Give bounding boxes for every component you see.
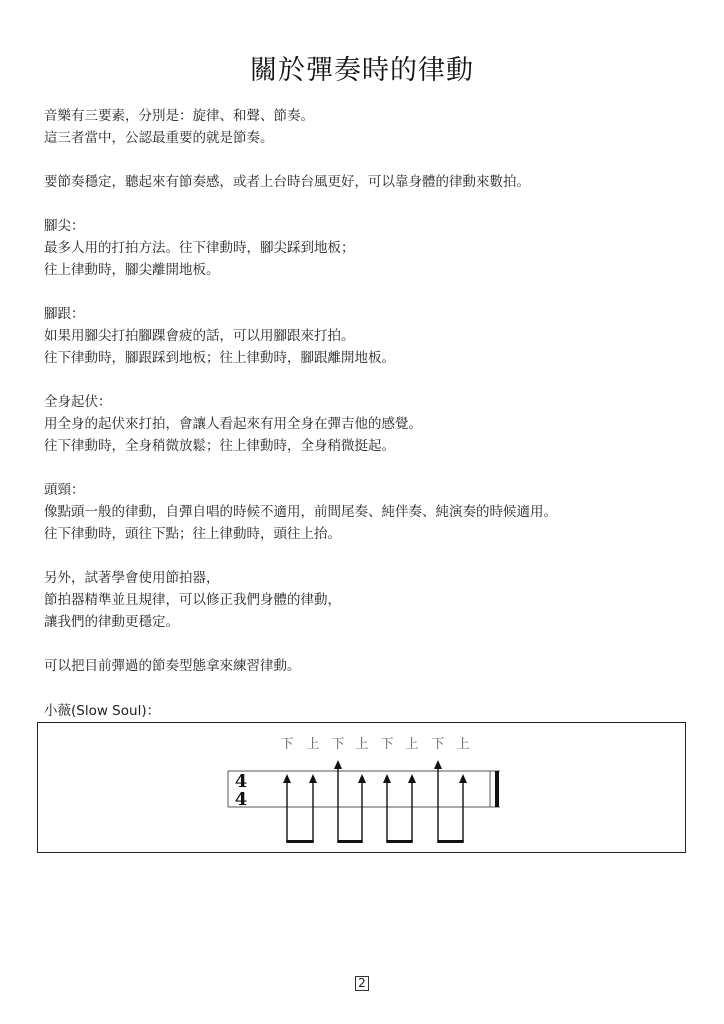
- text-line: 要節奏穩定，聽起來有節奏感，或者上台時台風更好，可以靠身體的律動來數拍。: [44, 174, 530, 190]
- paragraph: [44, 215, 694, 281]
- time-signature-top: 4: [234, 771, 248, 792]
- paragraph: [44, 479, 694, 545]
- page-number-container: [0, 976, 724, 991]
- page-title: 關於彈奏時的律動: [250, 55, 474, 86]
- final-barline-thick: [495, 771, 499, 807]
- eighth-note-beam: [286, 840, 313, 843]
- paragraph: [44, 303, 694, 369]
- rhythm-notation: [38, 723, 685, 852]
- accent-strum-arrowhead: [434, 760, 442, 769]
- text-line: 音樂有三要素，分別是：旋律、和聲、節奏。: [44, 108, 314, 124]
- strum-arrowhead: [283, 774, 291, 783]
- strum-arrowhead: [408, 774, 416, 783]
- text-line: 讓我們的律動更穩定。: [44, 614, 179, 630]
- text-line: 可以把目前彈過的節奏型態拿來練習律動。: [44, 658, 301, 674]
- rhythm-pattern-box: [37, 722, 686, 853]
- accent-strum-arrowhead: [334, 760, 342, 769]
- text-line: 往下律動時，腳跟踩到地板；往上律動時，腳跟離開地板。: [44, 350, 395, 366]
- strum-label: 上: [355, 737, 369, 752]
- strum-label: 上: [456, 737, 470, 752]
- paragraph: [44, 567, 694, 633]
- text-line: 如果用腳尖打拍腳踝會疲的話，可以用腳跟來打拍。: [44, 328, 355, 344]
- time-signature-bottom: 4: [234, 789, 248, 810]
- strum-label: 下: [280, 737, 294, 752]
- paragraph-gap: [44, 369, 694, 391]
- example-label: 小薇(Slow Soul)：: [44, 703, 161, 719]
- eighth-note-beam: [386, 840, 412, 843]
- text-line: 腳尖：: [44, 218, 85, 234]
- strum-arrowhead: [309, 774, 317, 783]
- strum-arrowhead: [383, 774, 391, 783]
- strum-label: 下: [380, 737, 394, 752]
- paragraph: [44, 105, 694, 149]
- paragraph-gap: [44, 457, 694, 479]
- paragraph: [44, 171, 694, 193]
- text-line: 往下律動時，全身稍微放鬆；往上律動時，全身稍微挺起。: [44, 438, 395, 454]
- strum-arrowhead: [459, 774, 467, 783]
- strum-label: 下: [431, 737, 445, 752]
- text-line: 頭頸：: [44, 482, 85, 498]
- paragraph-gap: [44, 545, 694, 567]
- page-number: 2: [355, 976, 369, 991]
- text-line: 用全身的起伏來打拍，會讓人看起來有用全身在彈吉他的感覺。: [44, 416, 422, 432]
- eighth-note-beam: [437, 840, 463, 843]
- strum-label: 下: [331, 737, 345, 752]
- text-line: 這三者當中，公認最重要的就是節奏。: [44, 130, 274, 146]
- strum-label: 上: [306, 737, 320, 752]
- strum-arrowhead: [358, 774, 366, 783]
- text-line: 節拍器精準並且規律，可以修正我們身體的律動，: [44, 592, 341, 608]
- body-text: [44, 105, 694, 677]
- paragraph: [44, 655, 694, 677]
- eighth-note-beam: [337, 840, 362, 843]
- text-line: 往下律動時，頭往下點；往上律動時，頭往上抬。: [44, 526, 341, 542]
- paragraph-gap: [44, 149, 694, 171]
- text-line: 另外，試著學會使用節拍器，: [44, 570, 220, 586]
- text-line: 全身起伏：: [44, 394, 112, 410]
- paragraph-gap: [44, 281, 694, 303]
- paragraph: [44, 391, 694, 457]
- text-line: 往上律動時，腳尖離開地板。: [44, 262, 220, 278]
- paragraph-gap: [44, 193, 694, 215]
- text-line: 像點頭一般的律動，自彈自唱的時候不適用，前間尾奏、純伴奏、純演奏的時候適用。: [44, 504, 557, 520]
- text-line: 腳跟：: [44, 306, 85, 322]
- strum-label: 上: [405, 737, 419, 752]
- text-line: 最多人用的打拍方法。往下律動時，腳尖踩到地板；: [44, 240, 355, 256]
- paragraph-gap: [44, 633, 694, 655]
